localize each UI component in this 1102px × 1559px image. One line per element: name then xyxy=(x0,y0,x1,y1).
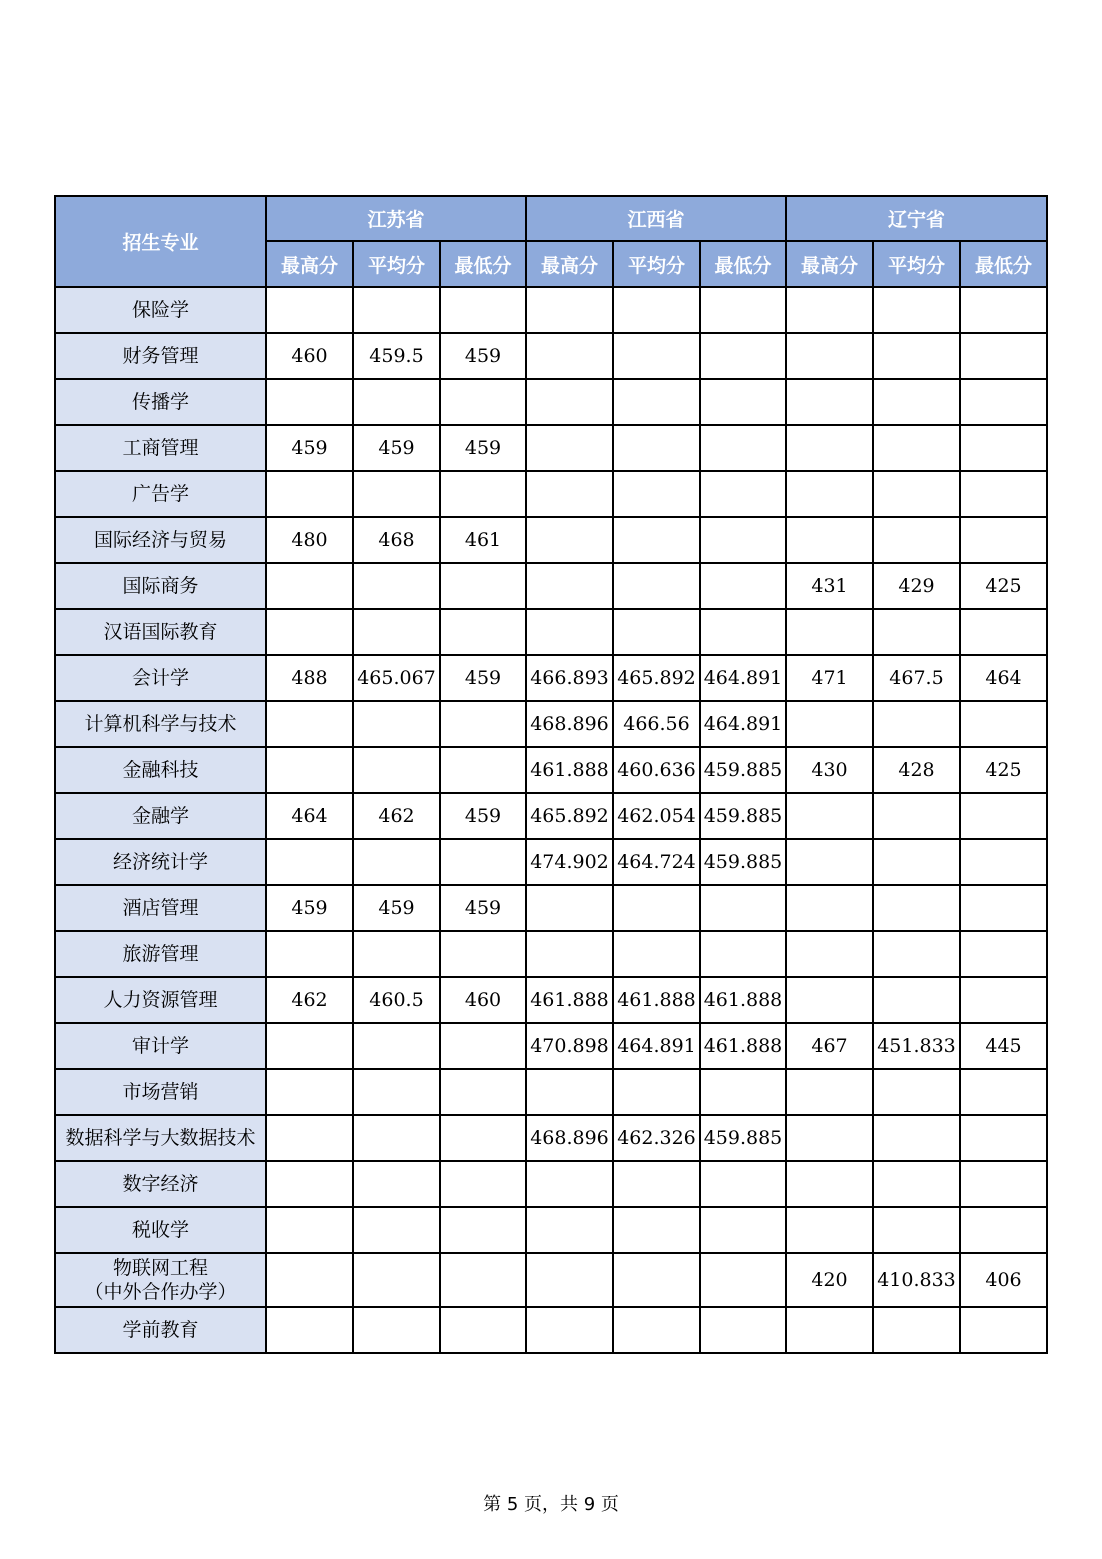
score-cell xyxy=(526,1307,613,1353)
score-cell xyxy=(786,333,873,379)
score-cell xyxy=(786,793,873,839)
major-column-header: 招生专业 xyxy=(55,196,266,287)
score-cell xyxy=(266,287,353,333)
score-cell xyxy=(526,379,613,425)
major-name-cell xyxy=(55,333,266,379)
score-cell xyxy=(700,287,786,333)
major-name: 审计学 xyxy=(131,1035,189,1057)
score-cell xyxy=(353,563,440,609)
score-cell xyxy=(873,287,960,333)
score-cell: 464.891 xyxy=(700,655,786,701)
table-row xyxy=(55,701,1047,747)
score-cell xyxy=(353,1307,440,1353)
major-name-cell xyxy=(55,1023,266,1069)
score-cell: 429 xyxy=(873,563,960,609)
score-cell: 459 xyxy=(266,885,353,931)
score-cell xyxy=(526,1069,613,1115)
province-header-liaoning: 辽宁省 xyxy=(786,196,1047,241)
major-name: 广告学 xyxy=(131,483,189,505)
score-cell xyxy=(613,1161,700,1207)
score-cell xyxy=(786,379,873,425)
major-name-cell xyxy=(55,793,266,839)
major-name: 税收学 xyxy=(131,1219,189,1241)
score-cell xyxy=(613,425,700,471)
score-cell xyxy=(266,1023,353,1069)
score-cell: 459.885 xyxy=(700,747,786,793)
major-name-cell xyxy=(55,563,266,609)
score-cell: 465.892 xyxy=(613,655,700,701)
score-cell xyxy=(960,1161,1047,1207)
score-cell: 460 xyxy=(266,333,353,379)
score-cell: 461.888 xyxy=(700,1023,786,1069)
score-cell xyxy=(960,333,1047,379)
score-cell: 466.56 xyxy=(613,701,700,747)
score-cell xyxy=(440,1023,526,1069)
score-cell xyxy=(266,747,353,793)
score-cell: 459 xyxy=(353,885,440,931)
score-cell xyxy=(873,1161,960,1207)
score-cell: 445 xyxy=(960,1023,1047,1069)
score-cell xyxy=(440,379,526,425)
score-cell: 461.888 xyxy=(526,977,613,1023)
score-cell: 471 xyxy=(786,655,873,701)
score-cell xyxy=(440,471,526,517)
score-cell: 462.326 xyxy=(613,1115,700,1161)
score-cell xyxy=(960,1207,1047,1253)
table-row xyxy=(55,1115,1047,1161)
score-cell xyxy=(353,747,440,793)
major-name-cell xyxy=(55,1253,266,1307)
score-cell xyxy=(873,977,960,1023)
sub-header-avg: 平均分 xyxy=(613,241,700,287)
score-cell xyxy=(786,931,873,977)
score-cell xyxy=(960,701,1047,747)
score-cell xyxy=(266,931,353,977)
table-row xyxy=(55,839,1047,885)
sub-header-max: 最高分 xyxy=(786,241,873,287)
score-cell xyxy=(960,1115,1047,1161)
major-name-cell xyxy=(55,931,266,977)
score-cell xyxy=(613,379,700,425)
score-cell xyxy=(700,609,786,655)
table-body xyxy=(55,287,1047,1353)
major-name: 学前教育 xyxy=(122,1319,199,1341)
score-cell xyxy=(613,1069,700,1115)
major-name: 物联网工程 xyxy=(112,1257,208,1279)
score-cell xyxy=(700,1207,786,1253)
table-row xyxy=(55,287,1047,333)
major-name-cell xyxy=(55,655,266,701)
major-name: 保险学 xyxy=(131,299,189,321)
major-name: 旅游管理 xyxy=(122,943,199,965)
sub-header-min: 最低分 xyxy=(440,241,526,287)
major-name: 国际商务 xyxy=(122,575,199,597)
score-cell: 474.902 xyxy=(526,839,613,885)
score-cell: 468.896 xyxy=(526,701,613,747)
score-cell: 410.833 xyxy=(873,1253,960,1307)
score-cell xyxy=(960,793,1047,839)
score-cell xyxy=(960,839,1047,885)
score-cell: 461 xyxy=(440,517,526,563)
score-cell xyxy=(873,471,960,517)
major-name-cell xyxy=(55,839,266,885)
table-row xyxy=(55,977,1047,1023)
score-cell xyxy=(613,885,700,931)
score-cell xyxy=(440,747,526,793)
score-cell xyxy=(266,1161,353,1207)
score-cell xyxy=(700,379,786,425)
score-cell: 468.896 xyxy=(526,1115,613,1161)
major-name-cell xyxy=(55,287,266,333)
score-cell: 461.888 xyxy=(700,977,786,1023)
major-name-cell xyxy=(55,609,266,655)
score-cell xyxy=(700,931,786,977)
major-name-cell xyxy=(55,471,266,517)
score-cell xyxy=(960,517,1047,563)
major-name: 会计学 xyxy=(131,667,189,689)
score-cell xyxy=(526,1207,613,1253)
score-cell: 460.636 xyxy=(613,747,700,793)
major-name: 国际经济与贸易 xyxy=(93,529,227,551)
score-cell xyxy=(526,609,613,655)
score-cell xyxy=(440,287,526,333)
score-cell: 459 xyxy=(266,425,353,471)
score-cell: 468 xyxy=(353,517,440,563)
score-cell xyxy=(786,425,873,471)
score-cell xyxy=(873,1307,960,1353)
table-row xyxy=(55,1023,1047,1069)
score-cell: 459 xyxy=(440,333,526,379)
score-cell xyxy=(873,333,960,379)
table-row xyxy=(55,517,1047,563)
table-row xyxy=(55,1069,1047,1115)
score-cell: 464.724 xyxy=(613,839,700,885)
score-cell xyxy=(526,563,613,609)
score-cell xyxy=(526,931,613,977)
score-cell xyxy=(700,471,786,517)
score-cell: 460.5 xyxy=(353,977,440,1023)
score-cell: 464.891 xyxy=(700,701,786,747)
major-name-cell xyxy=(55,425,266,471)
score-cell: 488 xyxy=(266,655,353,701)
score-cell xyxy=(613,471,700,517)
score-cell: 420 xyxy=(786,1253,873,1307)
sub-header-avg: 平均分 xyxy=(353,241,440,287)
score-cell: 459 xyxy=(353,425,440,471)
score-cell xyxy=(873,379,960,425)
score-cell xyxy=(786,1069,873,1115)
score-cell xyxy=(613,563,700,609)
major-name: 金融科技 xyxy=(122,759,199,781)
score-cell xyxy=(786,839,873,885)
score-cell: 459 xyxy=(440,425,526,471)
score-cell: 461.888 xyxy=(526,747,613,793)
score-cell: 480 xyxy=(266,517,353,563)
score-cell: 431 xyxy=(786,563,873,609)
score-cell: 451.833 xyxy=(873,1023,960,1069)
score-cell xyxy=(440,1069,526,1115)
score-cell xyxy=(700,1253,786,1307)
score-cell xyxy=(700,425,786,471)
score-cell xyxy=(786,517,873,563)
score-cell xyxy=(873,425,960,471)
score-cell xyxy=(266,839,353,885)
major-name: 工商管理 xyxy=(122,437,199,459)
score-cell xyxy=(700,333,786,379)
page-footer: 第 5 页，共 9 页 xyxy=(483,1494,619,1515)
score-cell xyxy=(613,1253,700,1307)
score-cell xyxy=(353,1069,440,1115)
score-cell xyxy=(353,1207,440,1253)
score-cell: 464 xyxy=(266,793,353,839)
score-cell xyxy=(353,1115,440,1161)
major-name: 市场营销 xyxy=(122,1081,199,1103)
score-cell xyxy=(266,1307,353,1353)
major-name: 数据科学与大数据技术 xyxy=(65,1127,256,1149)
score-cell xyxy=(960,977,1047,1023)
score-cell xyxy=(786,287,873,333)
score-cell xyxy=(440,563,526,609)
major-name: 人力资源管理 xyxy=(103,989,218,1011)
score-cell: 459.885 xyxy=(700,1115,786,1161)
score-cell xyxy=(266,1253,353,1307)
sub-header-max: 最高分 xyxy=(266,241,353,287)
score-cell xyxy=(873,885,960,931)
score-cell xyxy=(700,885,786,931)
major-name-cell xyxy=(55,977,266,1023)
score-cell: 462.054 xyxy=(613,793,700,839)
admission-score-table xyxy=(54,195,1048,1354)
major-name-cell xyxy=(55,1307,266,1353)
score-cell xyxy=(440,1207,526,1253)
score-cell xyxy=(526,1253,613,1307)
score-cell xyxy=(786,1307,873,1353)
major-name-cell xyxy=(55,1069,266,1115)
score-cell xyxy=(440,701,526,747)
table-row xyxy=(55,1253,1047,1307)
score-cell xyxy=(440,609,526,655)
score-cell xyxy=(873,793,960,839)
score-cell xyxy=(873,701,960,747)
score-cell xyxy=(960,1307,1047,1353)
score-cell xyxy=(613,287,700,333)
score-cell: 465.067 xyxy=(353,655,440,701)
score-cell xyxy=(873,1207,960,1253)
table-row xyxy=(55,563,1047,609)
score-cell xyxy=(440,931,526,977)
province-header-jiangxi: 江西省 xyxy=(526,196,786,241)
score-cell xyxy=(526,471,613,517)
sub-header-avg: 平均分 xyxy=(873,241,960,287)
score-cell xyxy=(786,1207,873,1253)
score-cell xyxy=(960,931,1047,977)
table-row xyxy=(55,609,1047,655)
score-cell: 425 xyxy=(960,563,1047,609)
score-cell xyxy=(266,701,353,747)
score-cell xyxy=(353,931,440,977)
score-cell: 460 xyxy=(440,977,526,1023)
major-name-cell xyxy=(55,1207,266,1253)
score-cell: 406 xyxy=(960,1253,1047,1307)
score-cell xyxy=(873,1069,960,1115)
score-cell xyxy=(873,1115,960,1161)
score-cell xyxy=(786,885,873,931)
score-cell xyxy=(353,1161,440,1207)
score-cell xyxy=(353,471,440,517)
score-cell xyxy=(873,517,960,563)
score-cell: 459 xyxy=(440,885,526,931)
score-cell: 464.891 xyxy=(613,1023,700,1069)
province-header-jiangsu: 江苏省 xyxy=(266,196,526,241)
score-cell: 459.5 xyxy=(353,333,440,379)
score-cell xyxy=(526,885,613,931)
score-cell xyxy=(353,379,440,425)
score-cell xyxy=(960,287,1047,333)
score-cell xyxy=(786,471,873,517)
score-cell xyxy=(613,609,700,655)
score-cell: 459 xyxy=(440,793,526,839)
score-cell: 459 xyxy=(440,655,526,701)
score-cell xyxy=(960,471,1047,517)
score-cell: 467 xyxy=(786,1023,873,1069)
table-row xyxy=(55,793,1047,839)
score-cell xyxy=(613,931,700,977)
score-cell: 462 xyxy=(266,977,353,1023)
table-row xyxy=(55,885,1047,931)
sub-header-max: 最高分 xyxy=(526,241,613,287)
score-cell: 430 xyxy=(786,747,873,793)
table-row xyxy=(55,655,1047,701)
score-cell xyxy=(353,609,440,655)
score-cell xyxy=(786,701,873,747)
score-cell: 465.892 xyxy=(526,793,613,839)
score-cell xyxy=(526,287,613,333)
score-cell xyxy=(266,563,353,609)
major-name-cell xyxy=(55,1161,266,1207)
score-cell xyxy=(786,609,873,655)
table-row xyxy=(55,379,1047,425)
score-cell: 467.5 xyxy=(873,655,960,701)
score-cell xyxy=(873,839,960,885)
score-cell xyxy=(353,701,440,747)
score-cell: 462 xyxy=(353,793,440,839)
major-name: 酒店管理 xyxy=(122,897,199,919)
major-name-cell xyxy=(55,701,266,747)
table-row xyxy=(55,471,1047,517)
score-cell xyxy=(526,1161,613,1207)
score-cell xyxy=(613,1307,700,1353)
major-name: 金融学 xyxy=(131,805,189,827)
score-cell xyxy=(960,379,1047,425)
major-name: 汉语国际教育 xyxy=(103,621,218,643)
score-cell xyxy=(266,1115,353,1161)
score-cell xyxy=(353,287,440,333)
major-name-note: （中外合作办学） xyxy=(84,1281,237,1303)
score-cell: 464 xyxy=(960,655,1047,701)
score-cell xyxy=(700,1161,786,1207)
table-row xyxy=(55,747,1047,793)
score-cell xyxy=(526,425,613,471)
score-cell xyxy=(960,885,1047,931)
score-cell xyxy=(613,1207,700,1253)
score-cell xyxy=(440,839,526,885)
major-name-cell xyxy=(55,1115,266,1161)
score-cell xyxy=(440,1253,526,1307)
score-cell: 466.893 xyxy=(526,655,613,701)
major-name: 数字经济 xyxy=(122,1173,199,1195)
score-cell xyxy=(613,517,700,563)
score-cell: 459.885 xyxy=(700,793,786,839)
score-cell xyxy=(440,1307,526,1353)
score-cell xyxy=(353,1023,440,1069)
sub-header-min: 最低分 xyxy=(960,241,1047,287)
score-cell xyxy=(700,517,786,563)
score-cell: 425 xyxy=(960,747,1047,793)
score-cell xyxy=(873,609,960,655)
score-cell xyxy=(700,1069,786,1115)
score-cell: 459.885 xyxy=(700,839,786,885)
score-cell xyxy=(960,1069,1047,1115)
score-cell xyxy=(266,471,353,517)
score-cell: 461.888 xyxy=(613,977,700,1023)
table-row xyxy=(55,931,1047,977)
major-name: 经济统计学 xyxy=(112,851,208,873)
sub-header-min: 最低分 xyxy=(700,241,786,287)
score-cell xyxy=(353,1253,440,1307)
score-cell xyxy=(526,517,613,563)
major-name: 传播学 xyxy=(131,391,189,413)
table-row xyxy=(55,1161,1047,1207)
major-name: 财务管理 xyxy=(122,345,199,367)
score-cell xyxy=(613,333,700,379)
score-cell xyxy=(700,1307,786,1353)
score-cell xyxy=(786,977,873,1023)
score-cell xyxy=(526,333,613,379)
score-cell xyxy=(960,425,1047,471)
score-cell xyxy=(266,1207,353,1253)
table-row xyxy=(55,1307,1047,1353)
table-row xyxy=(55,425,1047,471)
score-cell xyxy=(440,1161,526,1207)
table-row xyxy=(55,333,1047,379)
major-name-cell xyxy=(55,517,266,563)
major-name: 计算机科学与技术 xyxy=(84,713,237,735)
score-cell: 428 xyxy=(873,747,960,793)
score-cell xyxy=(353,839,440,885)
major-name-cell xyxy=(55,747,266,793)
major-name-cell xyxy=(55,885,266,931)
score-cell xyxy=(873,931,960,977)
score-cell xyxy=(786,1115,873,1161)
score-cell xyxy=(266,609,353,655)
score-cell xyxy=(786,1161,873,1207)
table-row xyxy=(55,1207,1047,1253)
major-name-cell xyxy=(55,379,266,425)
score-cell xyxy=(960,609,1047,655)
score-cell xyxy=(266,379,353,425)
score-cell xyxy=(700,563,786,609)
score-cell xyxy=(266,1069,353,1115)
score-cell: 470.898 xyxy=(526,1023,613,1069)
score-cell xyxy=(440,1115,526,1161)
